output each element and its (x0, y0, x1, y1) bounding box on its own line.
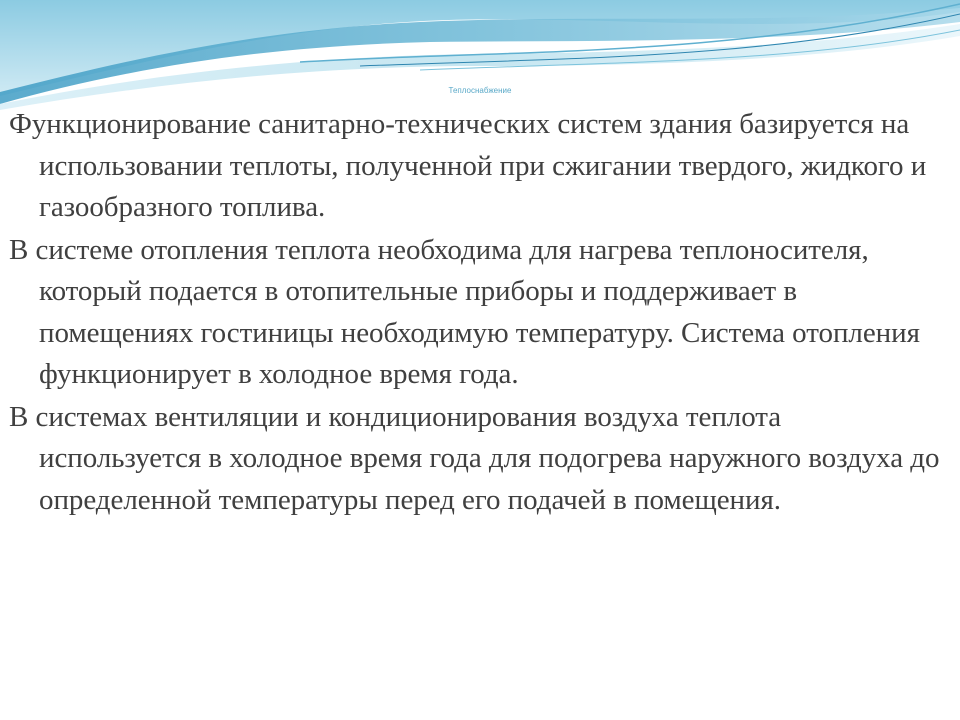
slide-title: Теплоснабжение (448, 86, 512, 95)
paragraph-fuel: Функционирование санитарно-технических систем здания базируется на использовании теплоты, полученной при сжигании твердого, жидкого и газообразного топлива. (9, 108, 927, 223)
slide-body (9, 104, 949, 522)
paragraph-heating: В системе отопления теплота необходима для нагрева теплоносителя, который подается в отопительные приборы и поддерживает в помещениях гостиницы необходимую температуру. Система отопления функционирует в холодное время года. (9, 233, 920, 390)
paragraph-ventilation: В системах вентиляции и кондиционирования воздуха теплота используется в холодное время года для подогрева наружного воздуха до определенной температуры перед его подачей в помещения. (9, 400, 940, 516)
